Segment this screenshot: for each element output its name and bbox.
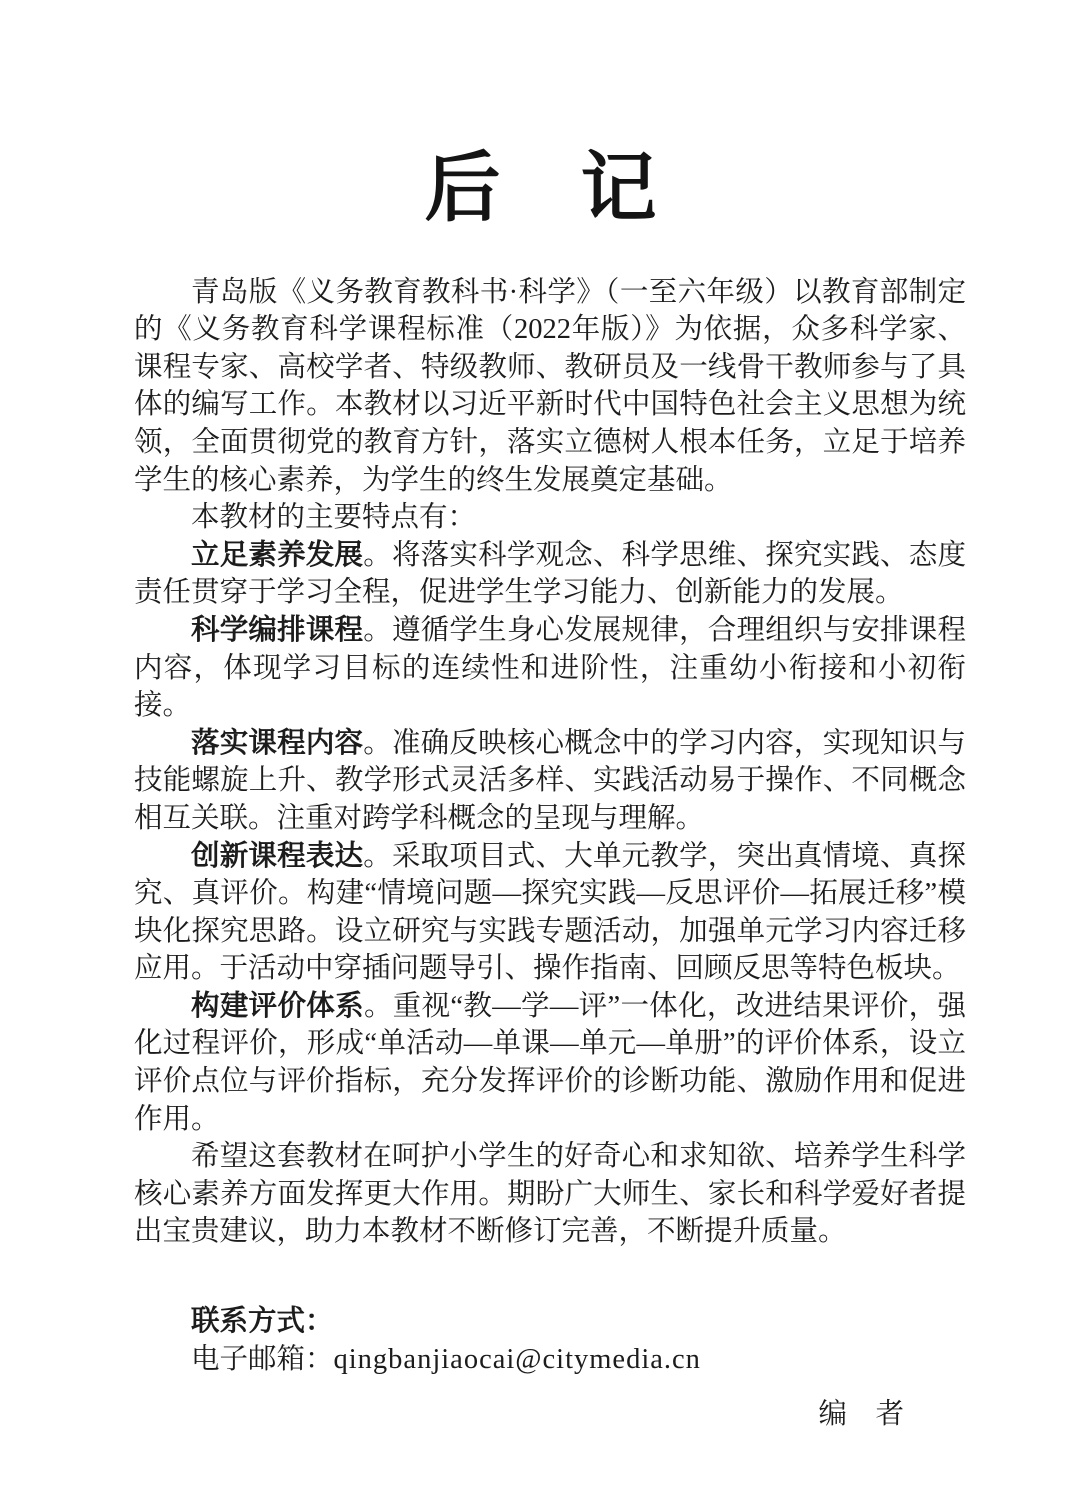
paragraph-text: 。准确反映核心概念中的学习内容，实现知识与技能螺旋上升、教学形式灵活多样、实践活动易于操作、不同概念相互关联。注重对跨学科概念的呈现与理解。 bbox=[134, 727, 966, 834]
paragraph-feature-1 bbox=[134, 537, 966, 612]
page-title: 后 记 bbox=[424, 147, 659, 231]
paragraph-feature-5 bbox=[134, 988, 966, 1138]
paragraph-text: 。将落实科学观念、科学思维、探究实践、态度责任贯穿于学习全程，促进学生学习能力、创新能力的发展。 bbox=[134, 539, 966, 609]
paragraph-intro bbox=[134, 274, 966, 500]
paragraph-text: 青岛版《义务教育教科书·科学》（一至六年级）以教育部制定的《义务教育科学课程标准（2022年版）》为依据，众多科学家、课程专家、高校学者、特级教师、教研员及一线骨干教师参与了具体的编写工作。本教材以习近平新时代中国特色社会主义思想为统领，全面贯彻党的教育方针，落实立德树人根本任务，立足于培养学生的核心素养，为学生的终生发展奠定基础。 bbox=[134, 276, 966, 496]
paragraph-text: 。采取项目式、大单元教学，突出真情境、真探究、真评价。构建“情境问题—探究实践—反思评价—拓展迁移”模块化探究思路。设立研究与实践专题活动，加强单元学习内容迁移应用。于活动中穿插问题导引、操作指南、回顾反思等特色板块。 bbox=[134, 840, 966, 985]
paragraph-text: 。重视“教—学—评”一体化，改进结果评价，强化过程评价，形成“单活动—单课—单元—单册”的评价体系，设立评价点位与评价指标，充分发挥评价的诊断功能、激励作用和促进作用。 bbox=[134, 990, 966, 1135]
author-signature: 编 者 bbox=[818, 1399, 904, 1431]
email-address: qingbanjiaocai@citymedia.cn bbox=[333, 1343, 701, 1375]
contact-section bbox=[134, 1303, 966, 1378]
paragraph-feature-3 bbox=[134, 725, 966, 838]
paragraph-feature-4 bbox=[134, 838, 966, 988]
paragraph-text: 。遵循学生身心发展规律，合理组织与安排课程内容，体现学习目标的连续性和进阶性，注重幼小衔接和小初衔接。 bbox=[134, 614, 966, 722]
paragraph-text: 希望这套教材在呵护小学生的好奇心和求知欲、培养学生科学核心素养方面发挥更大作用。期盼广大师生、家长和科学爱好者提出宝贵建议，助力本教材不断修订完善，不断提升质量。 bbox=[134, 1141, 966, 1248]
paragraph-text: 本教材的主要特点有： bbox=[191, 502, 477, 534]
paragraph-lead: 科学编排课程 bbox=[191, 614, 364, 646]
paragraph-lead: 创新课程表达 bbox=[191, 840, 364, 872]
contact-email-line bbox=[134, 1341, 966, 1379]
email-label: 电子邮箱： bbox=[191, 1343, 334, 1375]
paragraph-lead: 构建评价体系 bbox=[191, 990, 364, 1022]
paragraph-lead: 落实课程内容 bbox=[191, 727, 364, 759]
contact-heading: 联系方式： bbox=[191, 1306, 334, 1338]
paragraph-closing bbox=[134, 1138, 966, 1251]
body-text bbox=[134, 274, 966, 1434]
paragraph-features-heading bbox=[134, 499, 966, 537]
paragraph-lead: 立足素养发展 bbox=[191, 539, 364, 571]
paragraph-feature-2 bbox=[134, 612, 966, 725]
